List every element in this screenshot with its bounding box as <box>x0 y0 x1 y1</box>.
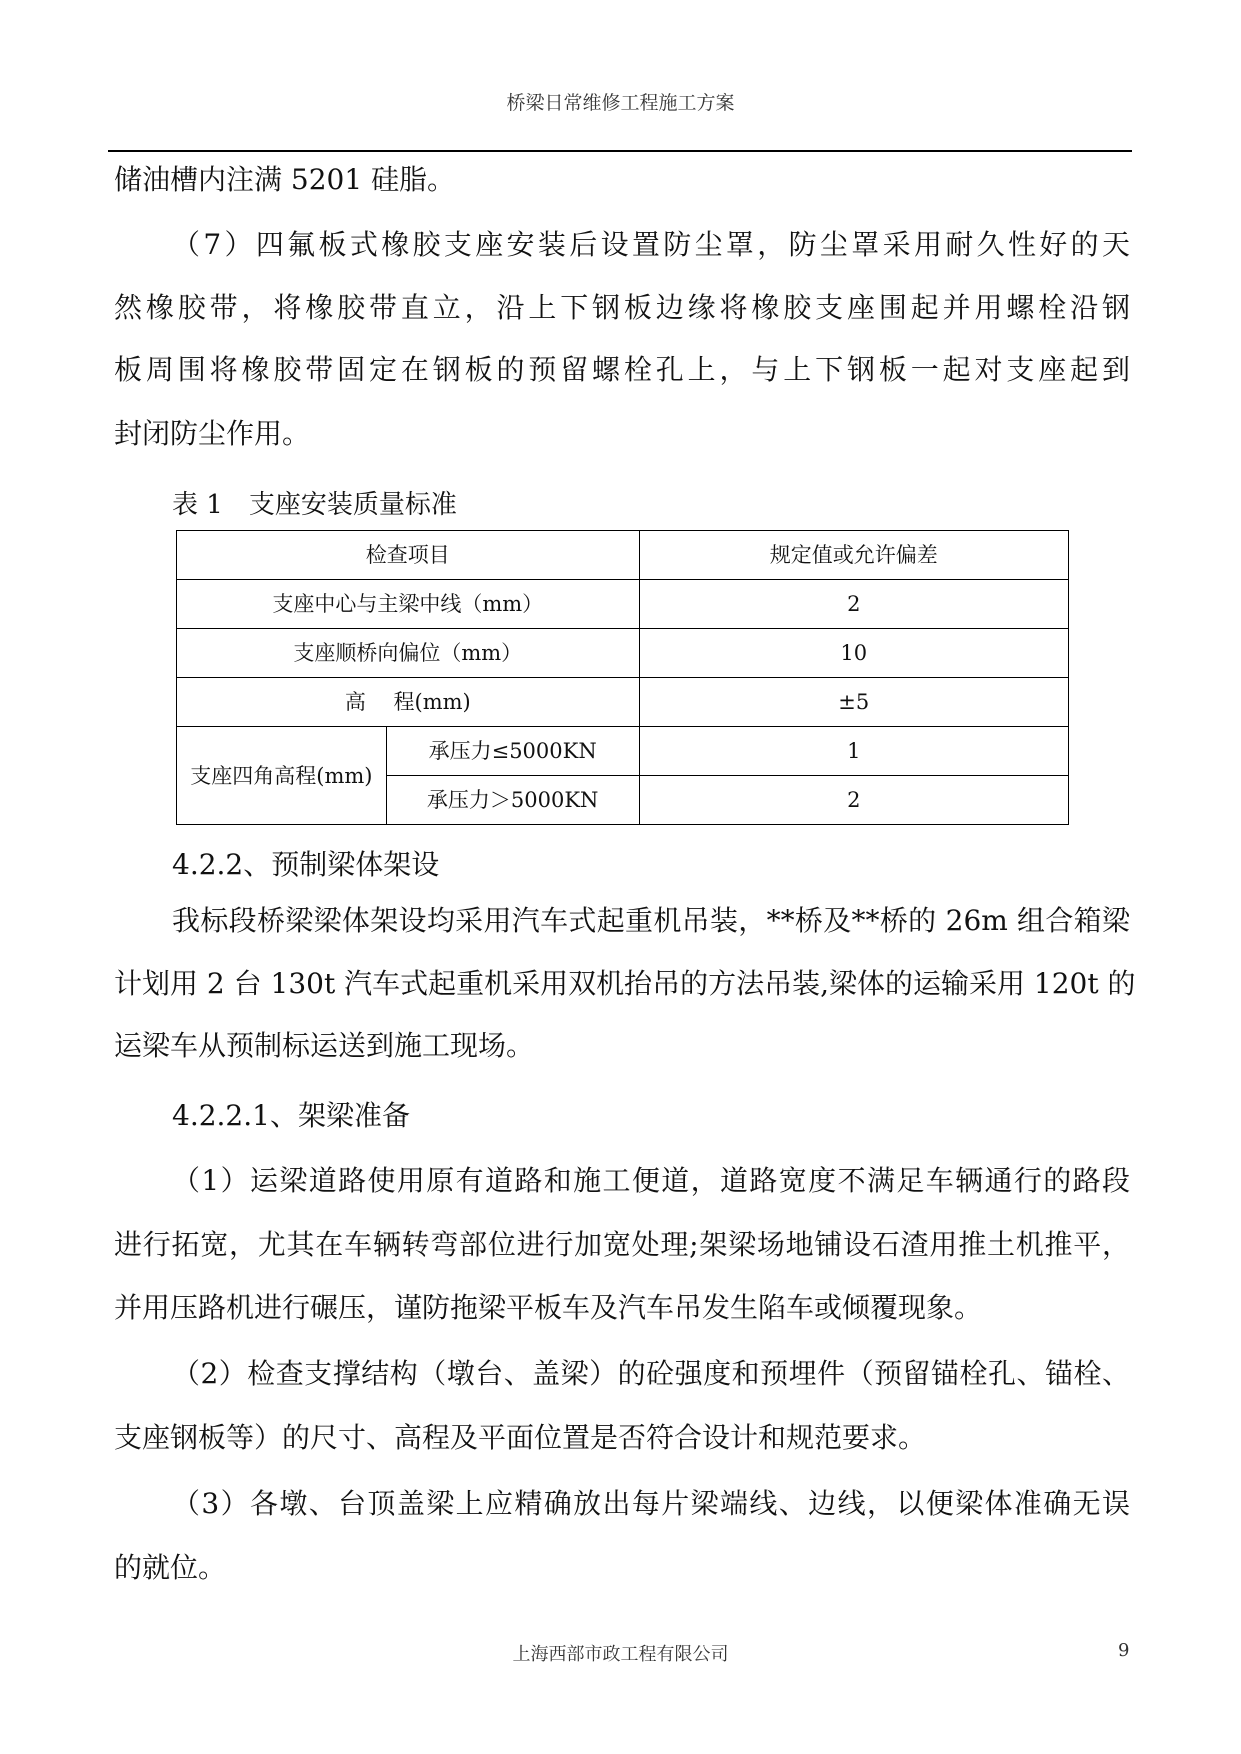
section-heading: 4.2.2.1、架梁准备 <box>172 1099 410 1132</box>
table-cell-value: 2 <box>639 776 1068 825</box>
footer-company: 上海西部市政工程有限公司 <box>512 1644 729 1665</box>
body-line: （2）检查支撑结构（墩台、盖梁）的砼强度和预埋件（预留锚栓孔、锚栓、 <box>172 1357 1130 1390</box>
table-caption <box>172 488 457 522</box>
body-line: 封闭防尘作用。 <box>114 417 311 450</box>
table-cell-value: 10 <box>639 629 1068 678</box>
body-line: （3）各墩、台顶盖梁上应精确放出每片梁端线、边线，以便梁体准确无误 <box>172 1487 1130 1520</box>
table-caption-label: 表 1 <box>172 490 223 520</box>
table-row <box>177 727 1069 776</box>
table-cell-item: 高 程(mm) <box>177 678 640 727</box>
table-row <box>177 629 1069 678</box>
body-line: 板周围将橡胶带固定在钢板的预留螺栓孔上，与上下钢板一起对支座起到 <box>114 353 1130 386</box>
body-line: （7）四氟板式橡胶支座安装后设置防尘罩，防尘罩采用耐久性好的天 <box>172 228 1130 261</box>
table-cell-subitem: 承压力＞5000KN <box>386 776 639 825</box>
table-cell-value: 1 <box>639 727 1068 776</box>
section-heading: 4.2.2、预制梁体架设 <box>172 848 440 881</box>
quality-standard-table <box>176 530 1069 825</box>
header-cell-item: 检查项目 <box>177 531 640 580</box>
body-line: 运梁车从预制标运送到施工现场。 <box>114 1029 535 1062</box>
body-line: （1）运梁道路使用原有道路和施工便道，道路宽度不满足车辆通行的路段 <box>172 1164 1130 1197</box>
table-group-label: 支座四角高程(mm) <box>177 727 387 825</box>
body-line: 储油槽内注满 5201 硅脂。 <box>114 163 456 196</box>
body-line: 我标段桥梁梁体架设均采用汽车式起重机吊装，**桥及**桥的 26m 组合箱梁 <box>172 904 1130 937</box>
body-line: 然橡胶带，将橡胶带直立，沿上下钢板边缘将橡胶支座围起并用螺栓沿钢 <box>114 291 1130 324</box>
table-cell-item: 支座中心与主梁中线（mm） <box>177 580 640 629</box>
page-header-title: 桥梁日常维修工程施工方案 <box>506 92 735 114</box>
table-cell-item: 支座顺桥向偏位（mm） <box>177 629 640 678</box>
table-row <box>177 580 1069 629</box>
body-line: 支座钢板等）的尺寸、高程及平面位置是否符合设计和规范要求。 <box>114 1421 927 1454</box>
table-caption-title: 支座安装质量标准 <box>248 490 457 520</box>
table-cell-subitem: 承压力≤5000KN <box>386 727 639 776</box>
table-row <box>177 678 1069 727</box>
header-divider <box>108 150 1132 152</box>
body-line: 计划用 2 台 130t 汽车式起重机采用双机抬吊的方法吊装,梁体的运输采用 120t 的 <box>114 967 1136 1000</box>
body-line: 进行拓宽，尤其在车辆转弯部位进行加宽处理;架梁场地铺设石渣用推土机推平， <box>114 1228 1130 1261</box>
page-number: 9 <box>1118 1640 1130 1661</box>
table-header-row <box>177 531 1069 580</box>
table-cell-value: 2 <box>639 580 1068 629</box>
body-line: 的就位。 <box>114 1551 227 1584</box>
body-line: 并用压路机进行碾压，谨防拖梁平板车及汽车吊发生陷车或倾覆现象。 <box>114 1291 983 1324</box>
header-cell-value: 规定值或允许偏差 <box>639 531 1068 580</box>
table-cell-value: ±5 <box>639 678 1068 727</box>
